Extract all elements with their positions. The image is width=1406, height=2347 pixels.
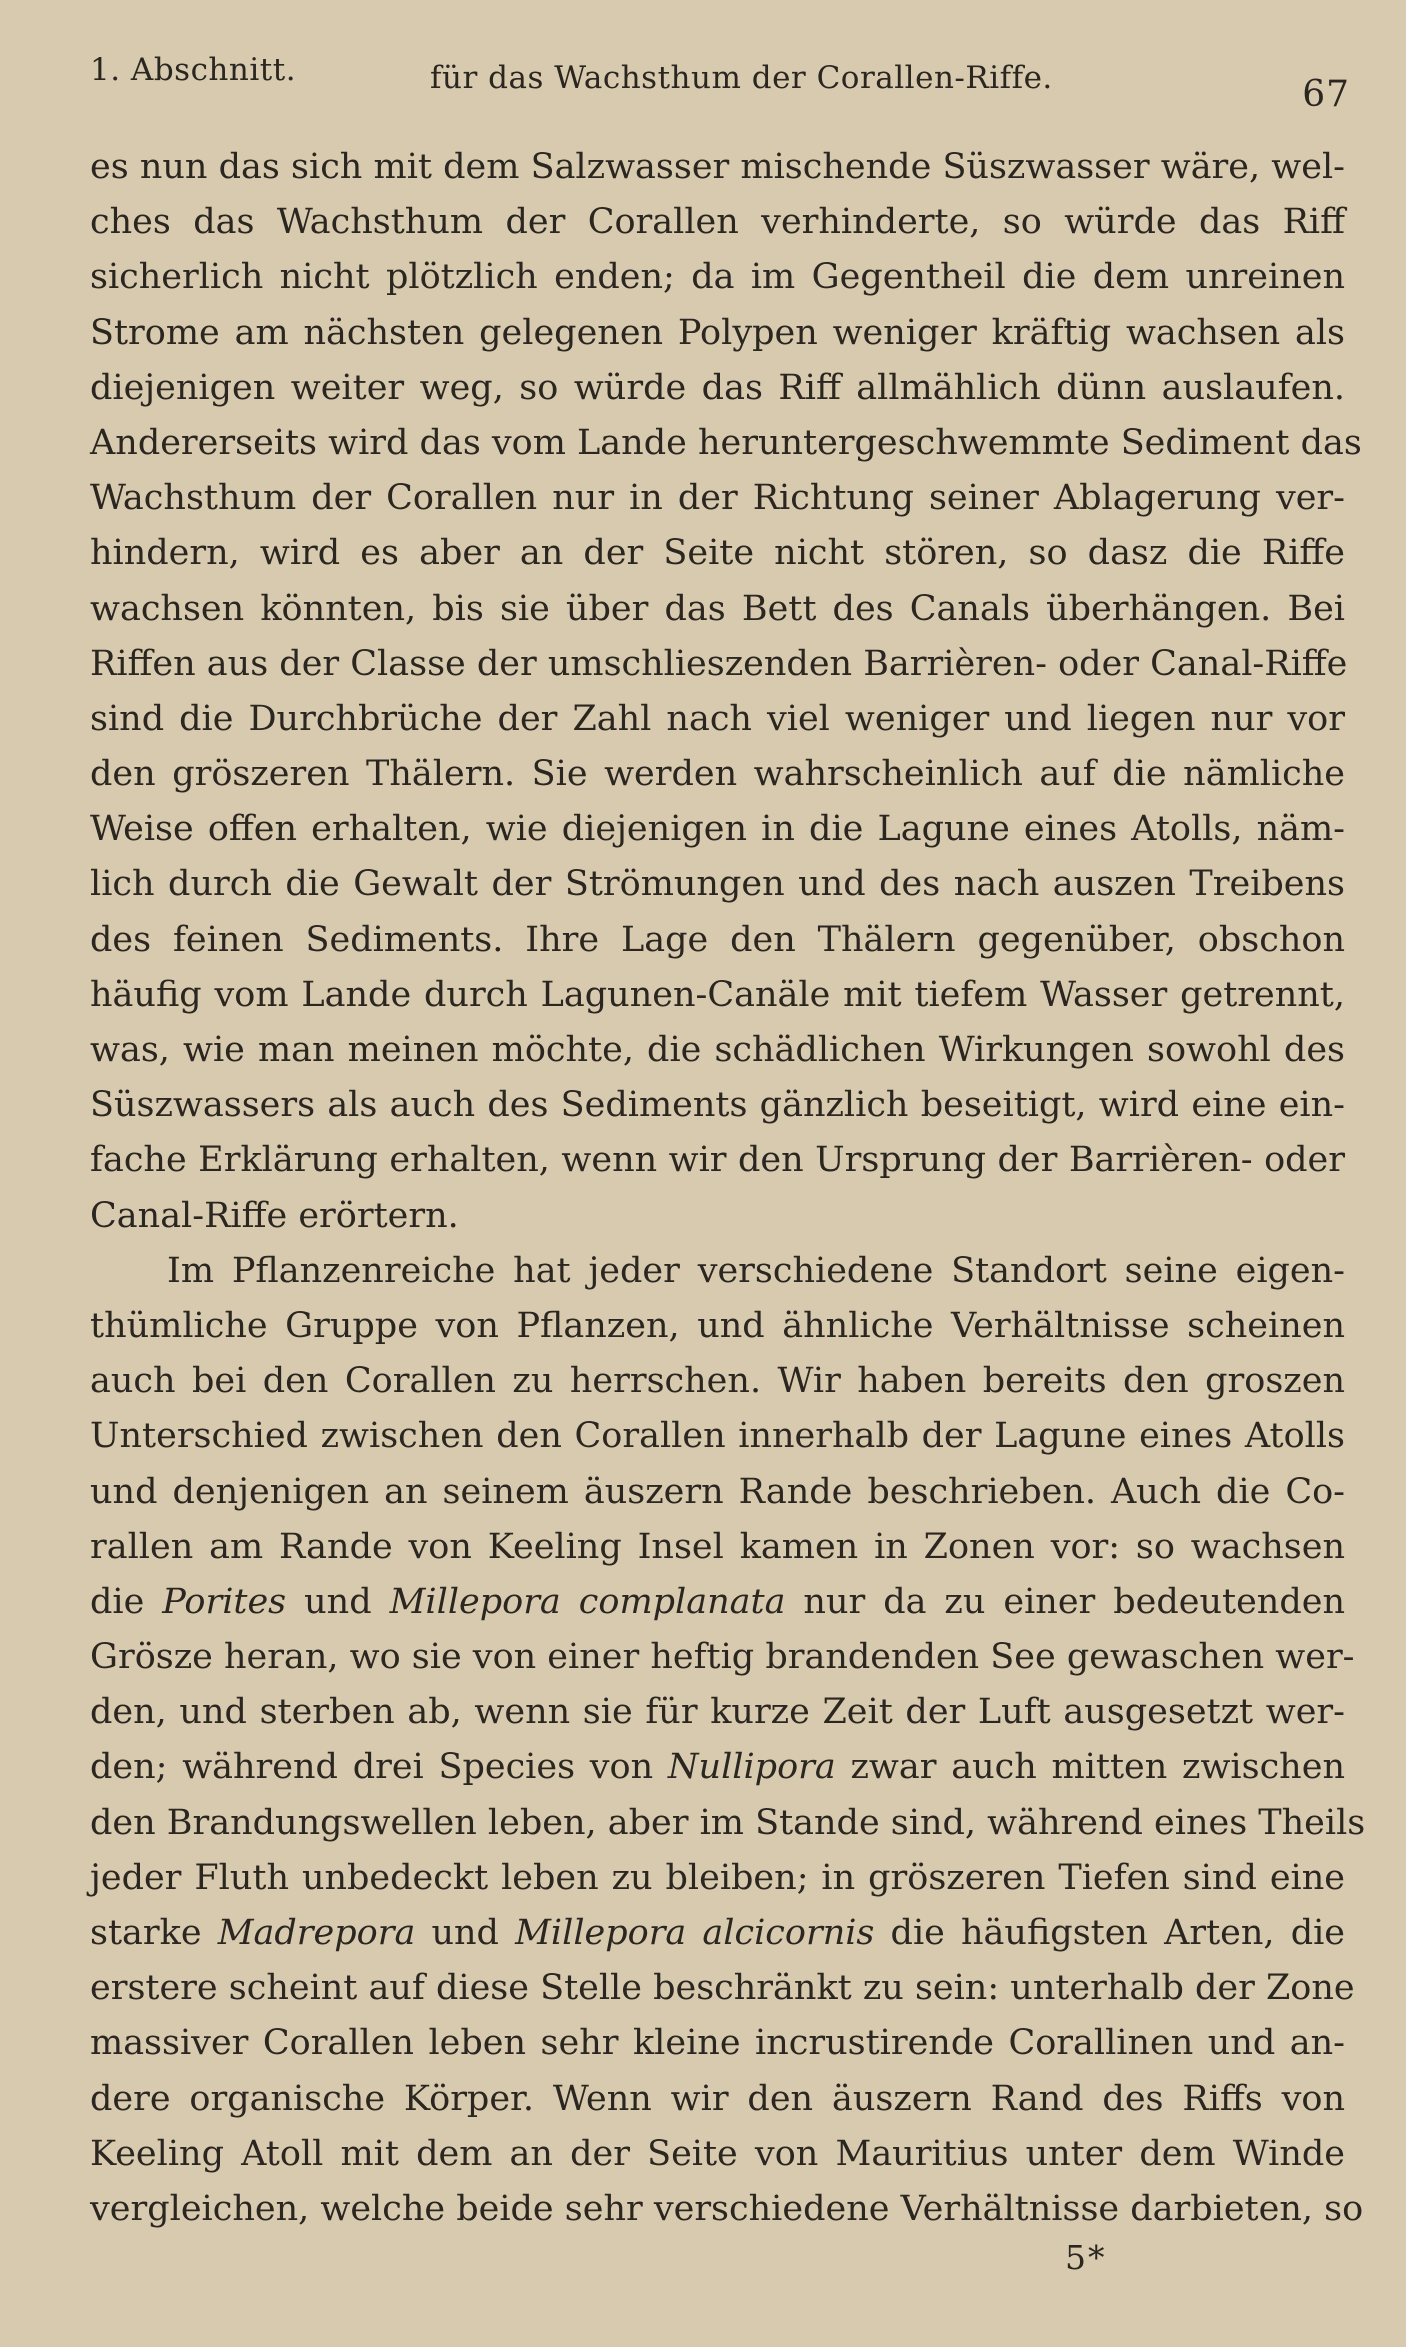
text-line: fache Erklärung erhalten, wenn wir den Ursprung der Barrièren- oder: [90, 1140, 1345, 1181]
text-line: den Brandungswellen leben, aber im Stande sind, während eines Theils: [90, 1802, 1366, 1843]
signature-mark: 5*: [1065, 2238, 1107, 2277]
page-number: 67: [1302, 74, 1350, 115]
text-line: ches das Wachsthum der Corallen verhinderte, so würde das Riff: [90, 202, 1345, 243]
paragraph-2: [90, 1244, 1366, 2237]
text-line: jeder Fluth unbedeckt leben zu bleiben; in gröszeren Tiefen sind eine: [90, 1857, 1345, 1898]
text-line: Süszwassers als auch des Sediments gänzlich beseitigt, wird eine ein-: [90, 1085, 1345, 1126]
text-line: wachsen könnten, bis sie über das Bett des Canals überhängen. Bei: [90, 588, 1345, 629]
text-line: Unterschied zwischen den Corallen innerhalb der Lagune eines Atolls: [90, 1416, 1345, 1457]
text-line: vergleichen, welche beide sehr verschiedene Verhältnisse darbieten, so: [90, 2188, 1364, 2229]
text-line: lich durch die Gewalt der Strömungen und des nach auszen Treibens: [90, 864, 1345, 905]
italic-taxon: Millepora alcicornis: [515, 1913, 875, 1953]
text-line: Wachsthum der Corallen nur in der Richtung seiner Ablagerung ver-: [90, 478, 1345, 519]
text-line: dere organische Körper. Wenn wir den äuszern Rand des Riffs von: [90, 2078, 1345, 2119]
text-line: rallen am Rande von Keeling Insel kamen in Zonen vor: so wachsen: [90, 1526, 1345, 1567]
text-line: häufig vom Lande durch Lagunen-Canäle mit tiefem Wasser getrennt,: [90, 974, 1345, 1015]
italic-taxon: Nullipora: [667, 1747, 836, 1788]
text-line: und denjenigen an seinem äuszern Rande beschrieben. Auch die Co-: [90, 1471, 1345, 1512]
running-title: für das Wachsthum der Corallen-Riffe.: [430, 60, 1053, 96]
text-line: diejenigen weiter weg, so würde das Riff allmählich dünn auslaufen.: [90, 367, 1345, 408]
text-line: des feinen Sediments. Ihre Lage den Thälern gegenüber, obschon: [90, 919, 1345, 960]
text-line: Keeling Atoll mit dem an der Seite von Mauritius unter dem Winde: [90, 2133, 1345, 2174]
text-line-with-italics: die Porites und Millepora complanata nur da zu einer bedeutenden: [90, 1581, 1345, 1622]
italic-taxon: Porites: [162, 1581, 287, 1622]
text-line: erstere scheint auf diese Stelle beschränkt zu sein: unterhalb der Zone: [90, 1968, 1355, 2009]
text-line: Weise offen erhalten, wie diejenigen in die Lagune eines Atolls, näm-: [90, 809, 1345, 850]
text-line: den gröszeren Thälern. Sie werden wahrscheinlich auf die nämliche: [90, 754, 1345, 795]
text-line: Canal-Riffe erörtern.: [90, 1195, 459, 1236]
text-line-with-italics: starke Madrepora und Millepora alcicornis die häufigsten Arten, die: [90, 1913, 1346, 1953]
text-line: Strome am nächsten gelegenen Polypen weniger kräftig wachsen als: [90, 312, 1345, 353]
text-line: Im Pflanzenreiche hat jeder verschiedene Standort seine eigen-: [167, 1250, 1345, 1291]
text-line: massiver Corallen leben sehr kleine incrustirende Corallinen und an-: [90, 2023, 1345, 2064]
text-line: Andererseits wird das vom Lande heruntergeschwemmte Sediment das: [90, 422, 1362, 463]
section-label: 1. Abschnitt.: [90, 52, 297, 88]
text-line: thümliche Gruppe von Pflanzen, und ähnliche Verhältnisse scheinen: [90, 1305, 1345, 1346]
italic-taxon: Millepora complanata: [389, 1581, 786, 1622]
text-line: auch bei den Corallen zu herrschen. Wir haben bereits den groszen: [90, 1361, 1345, 1402]
text-line: es nun das sich mit dem Salzwasser mischende Süszwasser wäre, wel-: [90, 147, 1345, 187]
paragraph-1: [90, 140, 1362, 1244]
text-line: den, und sterben ab, wenn sie für kurze Zeit der Luft ausgesetzt wer-: [90, 1692, 1345, 1733]
italic-taxon: Madrepora: [217, 1913, 416, 1953]
text-line: sind die Durchbrüche der Zahl nach viel weniger und liegen nur vor: [90, 698, 1345, 739]
text-line: hindern, wird es aber an der Seite nicht stören, so dasz die Riffe: [90, 533, 1345, 574]
text-line: Grösze heran, wo sie von einer heftig brandenden See gewaschen wer-: [90, 1637, 1355, 1678]
text-line: sicherlich nicht plötzlich enden; da im Gegentheil die dem unreinen: [90, 257, 1345, 298]
body-text: [90, 140, 1366, 2237]
text-line: was, wie man meinen möchte, die schädlichen Wirkungen sowohl des: [90, 1030, 1345, 1070]
running-head: [90, 52, 1350, 115]
text-line: Riffen aus der Classe der umschlieszenden Barrièren- oder Canal-Riffe: [90, 643, 1348, 684]
text-line-with-italics: den; während drei Species von Nullipora zwar auch mitten zwischen: [90, 1747, 1345, 1788]
